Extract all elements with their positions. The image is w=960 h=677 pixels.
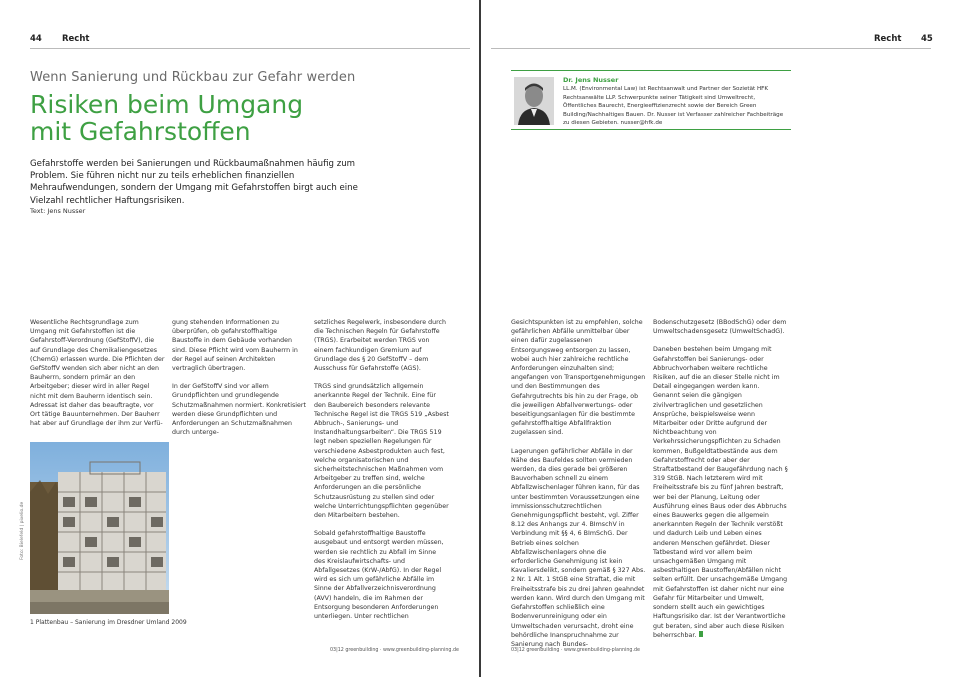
header-rule-right: [491, 48, 931, 49]
body-column-3: [314, 318, 449, 621]
paragraph: Bodenschutzgesetz (BBodSchG) oder dem Umweltschadensgesetz (UmweltSchadG).: [653, 319, 787, 336]
paragraph: setzliches Regelwerk, insbesondere durch die Technischen Regeln für Gefahrstoffe (TRGS). Erarbeitet werden TRGS von einem fachkundigen Gremium auf Grundlage des § 20 GefStoffV – dem Ausschuss für Gefahrstoffe (AGS).: [314, 319, 446, 373]
article-title-line2: mit Gefahrstoffen: [30, 117, 251, 146]
article-kicker: Wenn Sanierung und Rückbau zur Gefahr werden: [30, 70, 356, 85]
article-byline: Text: Jens Nusser: [30, 207, 86, 215]
building-photo: [30, 442, 169, 614]
paragraph: gung stehenden Informationen zu überprüfen, ob gefahrstoffhaltige Baustoffe in dem Gebäude vorhanden sind. Diese Pflicht wird vom Bauherrn in der Regel auf seinen Architekten vertraglich übertragen.: [172, 319, 298, 373]
paragraph: [653, 345, 788, 640]
building-illustration: [30, 442, 169, 614]
photo-caption: 1 Plattenbau – Sanierung im Dresdner Umland 2009: [30, 619, 187, 626]
paragraph: Wesentliche Rechtsgrundlage zum Umgang mit Gefahrstoffen ist die Gefahrstoff-Verordnung (GefStoffV), die auf Grundlage des Chemikaliengesetzes (ChemG) erlassen wurde. Die Pflichten der GefStoffV wenden sich aber nicht an den Bauherrn, sondern primär an den Arbeitgeber; dieser wird in aller Regel nicht mit dem Bauherrn identisch sein. Adressat ist daher das beauftragte, vor Ort tätige Bauunternehmen. Der Bauherr hat aber auf Grundlage der ihm zur Verfü-: [30, 319, 165, 428]
right-page: [481, 0, 960, 677]
page-number-right: 45: [921, 34, 933, 44]
article-title-line1: Risiken beim Umgang: [30, 90, 304, 119]
header-rule-left: [30, 48, 470, 49]
paragraph: Lagerungen gefährlicher Abfälle in der Nähe des Baufeldes sollten vermieden werden, da dies gerade bei größeren Bauvorhaben schnell zu einem Abfallzwischenlager führen kann, für das unter bestimmten Voraussetzungen eine immissionsschutzrechtlichen Genehmigungspflicht besteht, vgl. Ziffer 8.12 des Anhangs zur 4. BImschV in Verbindung mit §§ 4, 6 BImSchG. Der Betrieb eines solchen Abfallzwischenlagers ohne die erforderliche Genehmigung ist kein Kavaliersdelikt, sondern gemäß § 327 Abs. 2 Nr. 1 Alt. 1 StGB eine Straftat, die mit Freiheitsstrafe bis zu drei Jahren geahndet werden kann. Wird durch den Umgang mit Gefahrstoffen schließlich eine Bodenverunreinigung oder ein Umweltschaden verursacht, droht eine behördliche Inanspruchnahme zur Sanierung nach Bundes-: [511, 447, 646, 648]
section-label-left: Recht: [62, 34, 90, 44]
author-box: [511, 70, 791, 130]
article-lead: Gefahrstoffe werden bei Sanierungen und Rückbaumaßnahmen häufig zum Problem. Sie führen nicht nur zu teils erheblichen finanziellen Mehraufwendungen, sondern der Umgang mit Gefahrstoffen birgt auch eine Vielzahl rechtlicher Haftungsrisiken.: [30, 159, 358, 206]
paragraph: In der GefStoffV sind vor allem Grundpflichten und grundlegende Schutzmaßnahmen normiert. Konkretisiert werden diese Grundpflichten und Anforderungen an Schutzmaßnahmen durch unterge-: [172, 383, 306, 437]
page-number-left: 44: [30, 34, 42, 44]
author-bio: LL.M. (Environmental Law) ist Rechtsanwalt und Partner der Sozietät HFK Rechtsanwälte LLP. Schwerpunkte seiner Tätigkeit sind Umweltrecht, Öffentliches Baurecht, Energieeffizienzrecht sowie der Bereich Green Building/Nachhaltiges Bauen. Dr. Nusser ist Verfasser zahlreicher Fachbeiträge zu diesen Gebieten. nusser@hfk.de: [563, 86, 784, 127]
paragraph: Gesichtspunkten ist zu empfehlen, solche gefährlichen Abfälle unmittelbar über einen dafür zugelassenen Entsorgungsweg entsorgen zu lassen, wobei auch hier zahlreiche rechtliche Anforderungen einzuhalten sind; angefangen von Transportgenehmigungen und den Bestimmungen des Gefahrgutrechts bis hin zu der Frage, ob die jeweiligen Abfallverwertungs- oder beseitigungsanlagen für die bestimmte gefahrstoffhaltige Abfallfraktion zugelassen sind.: [511, 319, 646, 437]
photo-credit: Foto: Bielefeld | pixelio.de: [20, 501, 25, 560]
body-column-1: [30, 318, 165, 428]
paragraph: TRGS sind grundsätzlich allgemein anerkannte Regel der Technik. Eine für den Baubereich besonders relevante Technische Regel ist die TRGS 519 „Asbest Abbruch-, Sanierungs- und Instandhaltungsarbeiten“. Die TRGS 519 legt neben speziellen Regelungen für verschiedene Asbestprodukten auch fest, welche organisatorischen und sicherheitstechnischen Maßnahmen vom Arbeitgeber zu treffen sind, welche Anforderungen an die persönliche Schutzausrüstung zu stellen sind oder welche Unterrichtungspflichten gegenüber den Mitarbeitern bestehen.: [314, 383, 449, 520]
author-portrait: [514, 77, 554, 125]
body-column-2: [172, 318, 307, 437]
section-label-right: Recht: [874, 34, 902, 44]
footer-right: 03|12 greenbuilding · www.greenbuilding-planning.de: [511, 648, 640, 653]
body-column-4: [511, 318, 646, 649]
paragraph: Sobald gefahrstoffhaltige Baustoffe ausgebaut und entsorgt werden müssen, werden sie rechtlich zu Abfall im Sinne des Kreislaufwirtschafts- und Abfallgesetzes (KrW-/AbfG). In der Regel wird es sich um gefährliche Abfälle im Sinne der Abfallverzeichnisverordnung (AVV) handeln, die im Rahmen der Entsorgung besonderen Anforderungen unterliegen. Unter rechtlichen: [314, 530, 444, 621]
body-column-5: [653, 318, 788, 640]
portrait-illustration: [514, 77, 554, 125]
paragraph-text: Daneben bestehen beim Umgang mit Gefahrstoffen bei Sanierungs- oder Abbruchvorhaben weitere rechtliche Risiken, auf die an dieser Stelle nicht im Detail eingegangen werden kann. Genannt seien die gängigen zivilvertraglichen und gesetzlichen Ansprüche, beispielsweise wenn Mitarbeiter oder Dritte aufgrund der Nichtbeachtung von Verkehrssicherungspflichten zu Schaden kommen, Bußgeldtatbestände aus dem Gefahrstoffrecht oder aber der Straftatbestand der Baugefährdung nach § 319 StGB. Nach letzterem wird mit Freiheitsstrafe bis zu fünf Jahren bestraft, wer bei der Planung, Leitung oder Ausführung eines Baus oder des Abbruchs eines Bauwerks gegen die allgemein anerkannten Regeln der Technik verstößt und dadurch Leib und Leben eines anderen Menschen gefährdet. Dieser Tatbestand wird vor allem beim unsachgemäßen Umgang mit asbesthaltigen Baustoffen/Abfällen nicht selten erfüllt. Der unsachgemäße Umgang mit Gefahrstoffen ist daher nicht nur eine Gefahr für Mitarbeiter und Umwelt, sondern stellt auch ein gewichtiges Haftungsrisiko dar. Ist der Verantwortliche gut beraten, sind aber auch diese Risiken beherrschbar.: [653, 346, 788, 639]
footer-left: 03|12 greenbuilding · www.greenbuilding-planning.de: [330, 648, 459, 653]
article-title: [30, 91, 360, 145]
end-of-article-mark: [699, 631, 703, 637]
author-name: Dr. Jens Nusser: [563, 76, 619, 84]
